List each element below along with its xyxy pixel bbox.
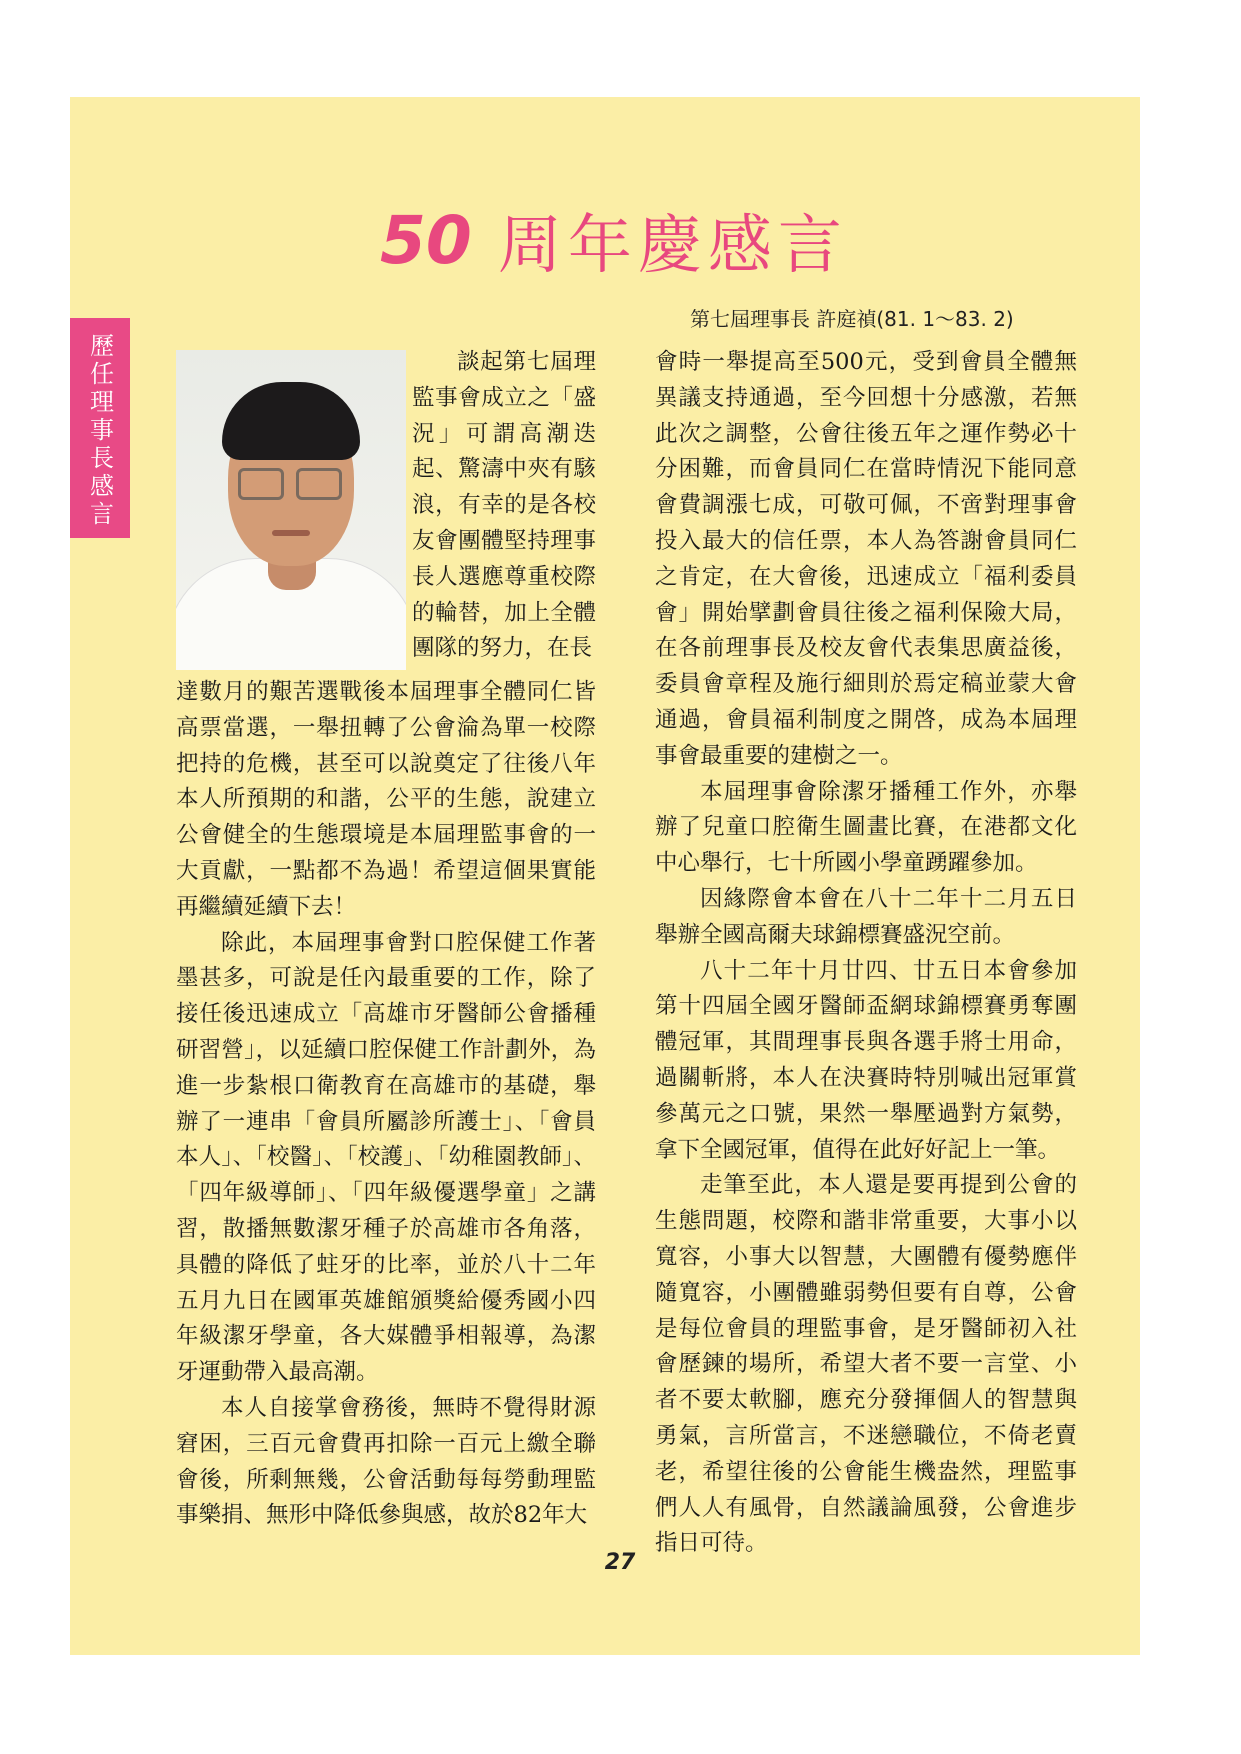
page-number: 27 bbox=[604, 1550, 636, 1575]
paragraph: 本屆理事會除潔牙播種工作外，亦舉辦了兒童口腔衛生圖畫比賽，在港都文化中心舉行，七十所國小學童踴躍參加。 bbox=[655, 778, 1077, 877]
paragraph: 八十二年十月廿四、廿五日本會參加第十四屆全國牙醫師盃網球錦標賽勇奪團體冠軍，其間理事長與各選手將士用命，過關斬將，本人在決賽時特別喊出冠軍賞參萬元之口號，果然一舉壓過對方氣勢，拿下全國冠軍，值得在此好好記上一筆。 bbox=[655, 957, 1077, 1163]
right-column bbox=[655, 345, 1077, 1562]
paragraph: 除此，本屆理事會對口腔保健工作著墨甚多，可說是任內最重要的工作，除了接任後迅速成立「高雄市牙醫師公會播種研習營」，以延續口腔保健工作計劃外，為進一步紮根口衛教育在高雄市的基礎，舉辦了一連串「會員所屬診所護士」、「會員本人」、「校醫」、「校護」、「幼稚園教師」、「四年級導師」、「四年級優選學童」之講習，散播無數潔牙種子於高雄市各角落，具體的降低了蛀牙的比率，並於八十二年五月九日在國軍英雄館頒獎給優秀國小四年級潔牙學童，各大媒體爭相報導，為潔牙運動帶入最高潮。 bbox=[176, 929, 596, 1386]
portrait-hair bbox=[222, 382, 360, 460]
title-text: 周年慶感言 bbox=[497, 209, 848, 283]
portrait-mouth bbox=[272, 530, 310, 536]
intro-text-beside-photo bbox=[412, 345, 596, 667]
paragraph: 達數月的艱苦選戰後本屆理事全體同仁皆高票當選，一舉扭轉了公會淪為單一校際把持的危機，甚至可以說奠定了往後八年本人所預期的和諧，公平的生態，說建立公會健全的生態環境是本屆理監事會的一大貢獻，一點都不為過！希望這個果實能再繼續延續下去！ bbox=[176, 679, 596, 920]
paragraph: 走筆至此，本人還是要再提到公會的生態問題，校際和諧非常重要，大事小以寬容，小事大以智慧，大團體有優勢應伴隨寬容，小團體雖弱勢但要有自尊，公會是每位會員的理監事會，是牙醫師初入社會歷鍊的場所，希望大者不要一言堂、小者不要太軟腳，應充分發揮個人的智慧與勇氣，言所當言，不迷戀職位，不倚老賣老，希望往後的公會能生機盎然，理監事們人人有風骨，自然議論風發，公會進步指日可待。 bbox=[655, 1172, 1077, 1557]
title-number: 50 bbox=[380, 201, 472, 279]
section-tab: 歷任理事長感言 bbox=[70, 318, 130, 538]
left-column bbox=[176, 675, 596, 1534]
paragraph: 談起第七屆理監事會成立之「盛況」可謂高潮迭起、驚濤中夾有駭浪，有幸的是各校友會團體堅持理事長人選應尊重校際的輪替，加上全體團隊的努力，在長 bbox=[412, 349, 596, 662]
paragraph: 因緣際會本會在八十二年十二月五日舉辦全國高爾夫球錦標賽盛況空前。 bbox=[655, 885, 1077, 948]
paragraph: 本人自接掌會務後，無時不覺得財源窘困，三百元會費再扣除一百元上繳全聯會後，所剩無幾，公會活動每每勞動理監事樂捐、無形中降低參與感，故於82年大 bbox=[176, 1394, 596, 1529]
page-title bbox=[380, 200, 900, 283]
author-portrait-photo bbox=[176, 350, 406, 670]
paragraph: 會時一舉提高至500元，受到會員全體無異議支持通過，至今回想十分感激，若無此次之調整，公會往後五年之運作勢必十分困難，而會員同仁在當時情況下能同意會費調漲七成，可敬可佩，不啻對理事會投入最大的信任票，本人為答謝會員同仁之肯定，在大會後，迅速成立「福利委員會」開始擘劃會員往後之福利保險大局，在各前理事長及校友會代表集思廣益後，委員會章程及施行細則於焉定稿並蒙大會通過，會員福利制度之開啓，成為本屆理事會最重要的建樹之一。 bbox=[655, 349, 1077, 769]
portrait-glasses bbox=[238, 468, 344, 502]
author-byline: 第七屆理事長 許庭禎(81. 1～83. 2) bbox=[690, 307, 1014, 331]
